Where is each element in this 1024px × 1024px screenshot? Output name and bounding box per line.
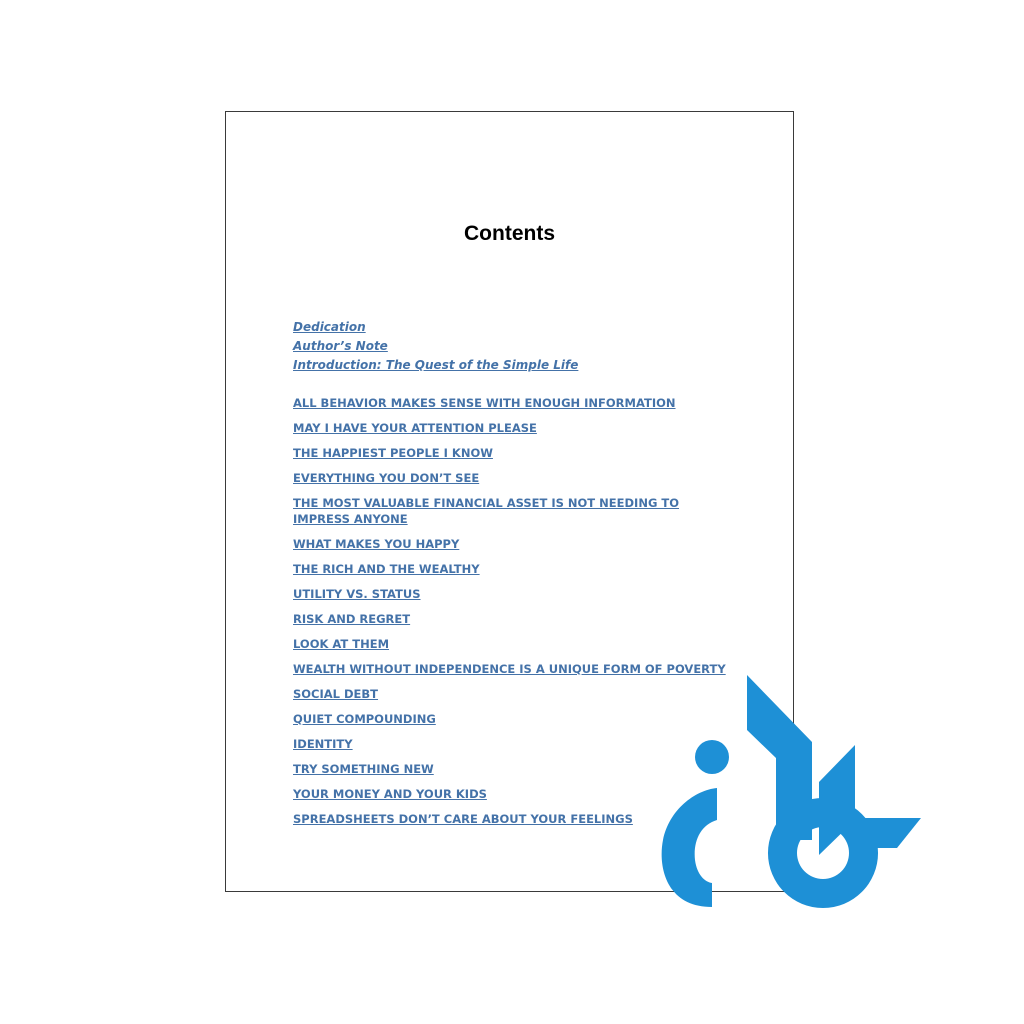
list-item bbox=[293, 611, 733, 627]
list-item bbox=[293, 317, 578, 336]
toc-link-chapter[interactable]: MAY I HAVE YOUR ATTENTION PLEASE bbox=[293, 421, 537, 435]
toc-link-chapter[interactable]: WHAT MAKES YOU HAPPY bbox=[293, 537, 460, 551]
toc-link-authors-note[interactable]: Author’s Note bbox=[293, 339, 388, 353]
toc-link-chapter[interactable]: UTILITY VS. STATUS bbox=[293, 587, 421, 601]
page-title: Contents bbox=[464, 222, 555, 245]
toc-link-dedication[interactable]: Dedication bbox=[293, 320, 366, 334]
list-item bbox=[293, 395, 733, 411]
list-item bbox=[293, 336, 578, 355]
logo-wing bbox=[851, 818, 921, 848]
list-item bbox=[293, 420, 733, 436]
toc-link-chapter[interactable]: SOCIAL DEBT bbox=[293, 687, 379, 701]
toc-link-chapter[interactable]: THE HAPPIEST PEOPLE I KNOW bbox=[293, 446, 493, 460]
list-item bbox=[293, 470, 733, 486]
logo-hook bbox=[662, 788, 717, 907]
list-item bbox=[293, 561, 733, 577]
toc-link-chapter[interactable]: QUIET COMPOUNDING bbox=[293, 712, 436, 726]
toc-link-chapter[interactable]: THE RICH AND THE WEALTHY bbox=[293, 562, 480, 576]
toc-link-chapter[interactable]: IDENTITY bbox=[293, 737, 353, 751]
publisher-logo-icon bbox=[655, 670, 925, 915]
toc-link-chapter[interactable]: EVERYTHING YOU DON’T SEE bbox=[293, 471, 480, 485]
front-matter-list bbox=[293, 317, 578, 374]
list-item bbox=[293, 536, 733, 552]
toc-link-chapter[interactable]: RISK AND REGRET bbox=[293, 612, 411, 626]
list-item bbox=[293, 636, 733, 652]
logo-ring bbox=[768, 798, 878, 908]
toc-link-chapter[interactable]: LOOK AT THEM bbox=[293, 637, 390, 651]
list-item bbox=[293, 495, 733, 527]
toc-link-chapter[interactable]: SPREADSHEETS DON’T CARE ABOUT YOUR FEELINGS bbox=[293, 812, 633, 826]
list-item bbox=[293, 355, 578, 374]
toc-link-chapter[interactable]: ALL BEHAVIOR MAKES SENSE WITH ENOUGH INFORMATION bbox=[293, 396, 676, 410]
toc-link-chapter[interactable]: TRY SOMETHING NEW bbox=[293, 762, 434, 776]
toc-link-chapter[interactable]: THE MOST VALUABLE FINANCIAL ASSET IS NOT NEEDING TO IMPRESS ANYONE bbox=[293, 496, 680, 526]
toc-link-introduction[interactable]: Introduction: The Quest of the Simple Life bbox=[293, 358, 579, 372]
list-item bbox=[293, 445, 733, 461]
logo-dot bbox=[695, 740, 729, 774]
list-item bbox=[293, 586, 733, 602]
toc-link-chapter[interactable]: YOUR MONEY AND YOUR KIDS bbox=[293, 787, 487, 801]
toc-link-chapter[interactable]: WEALTH WITHOUT INDEPENDENCE IS A UNIQUE FORM OF POVERTY bbox=[293, 662, 726, 676]
